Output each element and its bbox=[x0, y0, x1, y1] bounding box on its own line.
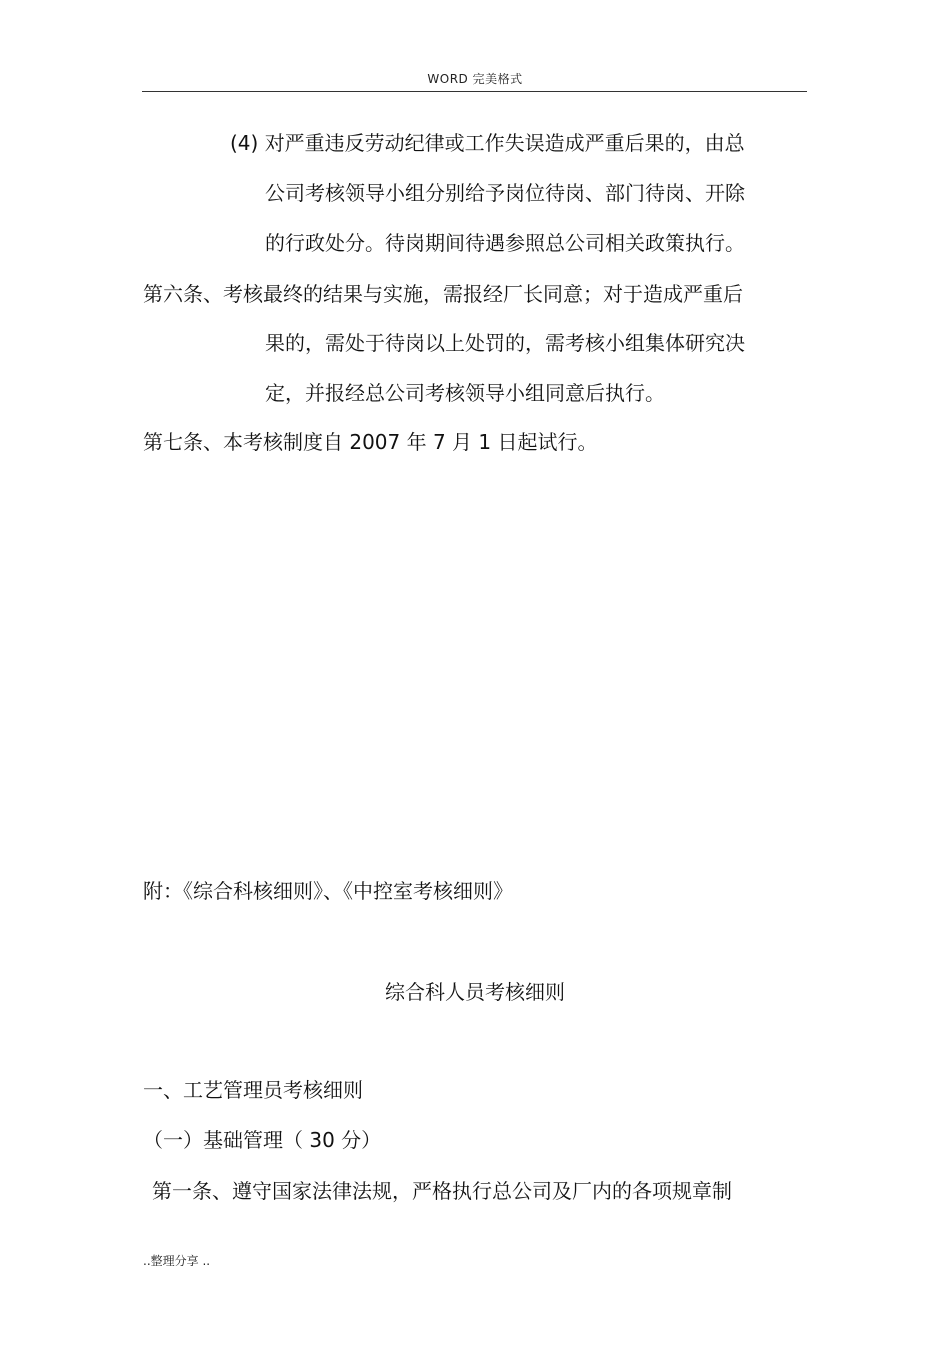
article-seven: 第七条、本考核制度自 2007 年 7 月 1 日起试行。 bbox=[143, 430, 598, 454]
section-title: 综合科人员考核细则 bbox=[385, 980, 565, 1004]
article-one-line: 第一条、遵守国家法律法规，严格执行总公司及厂内的各项规章制 bbox=[152, 1179, 732, 1203]
page-footer: ..整理分享 .. bbox=[143, 1254, 211, 1268]
article-six-line-3: 定，并报经总公司考核领导小组同意后执行。 bbox=[265, 381, 665, 405]
article-five-item-4-line-1: (4) 对严重违反劳动纪律或工作失误造成严重后果的，由总 bbox=[230, 131, 745, 155]
subsection-basic-management: （一）基础管理（ 30 分） bbox=[143, 1128, 382, 1152]
attachment-line: 附：《综合科核细则》、《中控室考核细则》 bbox=[143, 879, 513, 903]
page-header: WORD 完美格式 bbox=[427, 72, 523, 86]
article-six-line-1: 第六条、考核最终的结果与实施，需报经厂长同意；对于造成严重后 bbox=[143, 282, 743, 306]
subsection-heading: 一、工艺管理员考核细则 bbox=[143, 1078, 363, 1102]
article-six-line-2: 果的，需处于待岗以上处罚的，需考核小组集体研究决 bbox=[265, 331, 745, 355]
article-five-item-4-line-3: 的行政处分。待岗期间待遇参照总公司相关政策执行。 bbox=[265, 231, 745, 255]
article-five-item-4-line-2: 公司考核领导小组分别给予岗位待岗、部门待岗、开除 bbox=[265, 181, 745, 205]
header-divider bbox=[142, 91, 807, 92]
